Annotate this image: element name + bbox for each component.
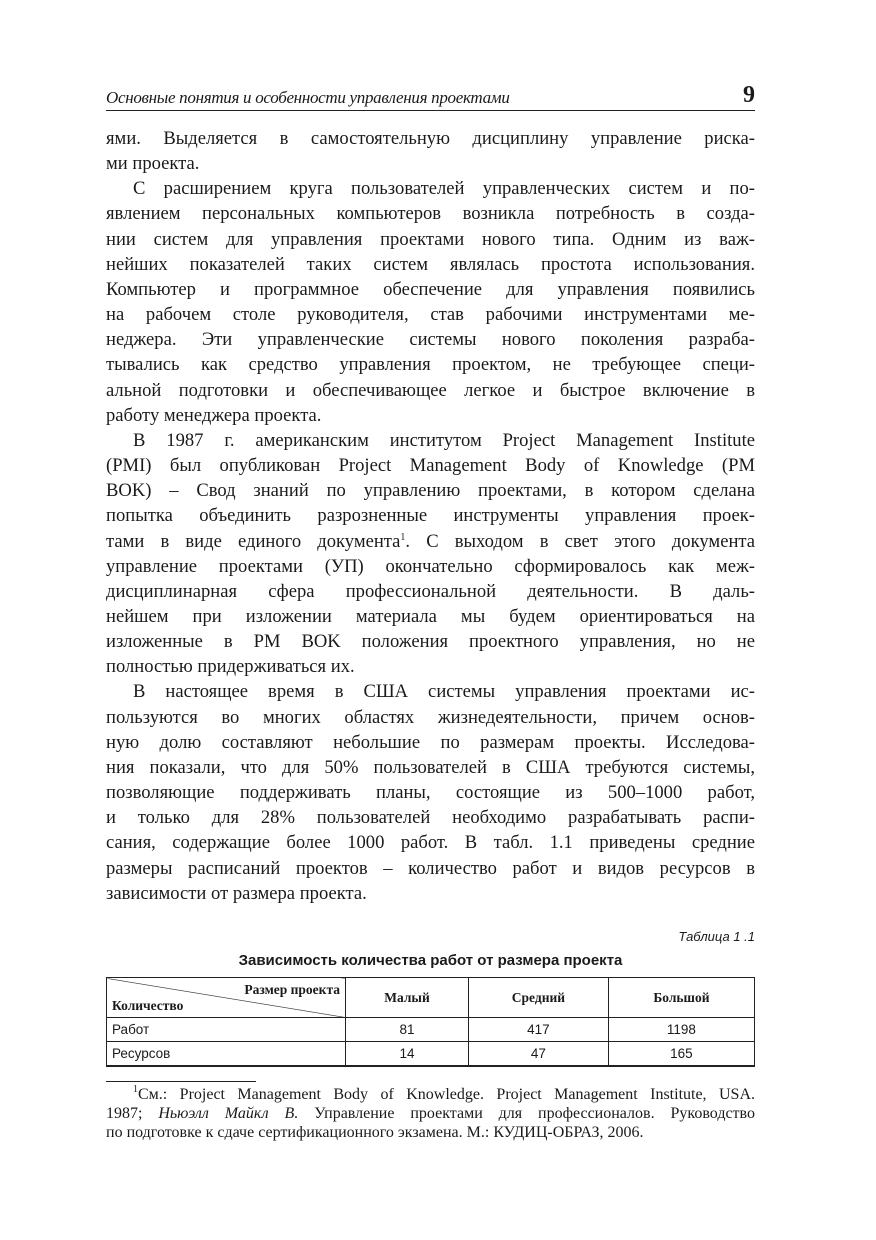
footnote-author: Ньюэлл Майкл В. [158,1105,299,1122]
footnote-reference[interactable]: 1 [400,531,406,543]
text-line: нии систем для управления проектами нового типа. Одним из важ- [106,228,755,250]
text-segment: тами в виде единого документа [106,530,401,552]
text-line: нейших показателей таких систем являлась простота использования. [106,253,755,275]
text-line: дисциплинарная сфера профессиональной деятельности. В даль- [106,580,755,602]
footnote-text: по подготовке к сдаче сертификационного экзамена. М.: КУДИЦ-ОБРАЗ, 2006. [106,1124,644,1141]
footnote-marker: 1 [133,1084,138,1095]
footnote-text: 1987; [106,1105,159,1122]
text-line: работу менеджера проекта. [106,404,322,426]
text-line: сания, содержащие более 1000 работ. В табл. 1.1 приведены средние [106,832,755,854]
text-line: С расширением круга пользователей управленческих систем и по- [133,178,755,200]
table-row [107,1042,755,1067]
table-cell: 417 [469,1018,609,1042]
table-cell: 81 [346,1018,469,1042]
text-line: тывались как средство управления проектом, не требующее специ- [106,354,755,376]
text-line: явлением персональных компьютеров возникла потребность в созда- [106,203,755,225]
text-line [106,529,755,554]
table-caption: Таблица 1 .1 [678,929,755,944]
text-line: и только для 28% пользователей необходимо разрабатывать распи- [106,807,755,829]
text-line: ми проекта. [106,153,200,175]
text-line: В настоящее время в США системы управления проектами ис- [133,681,755,703]
footnote-text: См.: Project Management Body of Knowledge. Project Management Institute, USA. [138,1086,755,1103]
footnote-line [106,1085,755,1104]
running-header [106,84,755,111]
text-line: (PMI) был опубликован Project Management Body of Knowledge (PM [106,455,755,477]
text-line: альной подготовки и обеспечивающее легкое и быстрое включение в [106,379,755,401]
column-header: Средний [469,978,609,1018]
footnote-divider [106,1081,256,1082]
text-line: изложенные в PM BOK положения проектного управления, но не [106,631,755,653]
text-line: Компьютер и программное обеспечение для управления появились [106,278,755,300]
text-line: пользуются во многих областях жизнедеятельности, причем основ- [106,706,755,728]
text-line: управление проектами (УП) окончательно сформировалось как меж- [106,555,755,577]
text-line: неджера. Эти управленческие системы нового поколения разраба- [106,329,755,351]
page-number: 9 [743,82,755,108]
row-label: Работ [107,1018,346,1042]
corner-cell [107,978,346,1018]
footnote-line [106,1123,755,1142]
text-line: на рабочем столе руководителя, став рабочими инструментами ме- [106,304,755,326]
column-header: Большой [608,978,754,1018]
text-line: нейшем при изложении материала мы будем ориентироваться на [106,605,755,627]
footnote [106,1085,755,1142]
text-line: ную долю составляют небольшие по размерам проекты. Исследова- [106,731,755,753]
table-title: Зависимость количества работ от размера проекта [238,952,623,969]
table-row [107,1018,755,1042]
footnote-text: Управление проектами для профессионалов. Руководство [298,1105,755,1122]
data-table [106,977,755,1067]
text-line: позволяющие поддерживать планы, состоящие из 500–1000 работ, [106,782,755,804]
text-line: BOK) – Свод знаний по управлению проектами, в котором сделана [106,480,755,502]
column-header: Малый [346,978,469,1018]
table-cell: 165 [608,1042,754,1067]
text-line: ями. Выделяется в самостоятельную дисциплину управление риска- [106,128,755,149]
text-line: В 1987 г. американским институтом Project Management Institute [133,429,755,451]
text-segment: . С выходом в свет этого документа [405,530,755,552]
footnote-line [106,1104,755,1123]
table-cell: 47 [469,1042,609,1067]
row-label: Ресурсов [107,1042,346,1067]
table-cell: 14 [346,1042,469,1067]
running-header-title: Основные понятия и особенности управления проектами [106,88,510,107]
table-header-row [107,978,755,1018]
text-line: полностью придерживаться их. [106,656,355,678]
text-line: ния показали, что для 50% пользователей в США требуются системы, [106,756,755,778]
table-cell: 1198 [608,1018,754,1042]
corner-bottom-label: Количество [112,998,184,1013]
corner-top-label: Размер проекта [244,982,340,997]
text-line: попытка объединить разрозненные инструменты управления проек- [106,505,755,527]
text-line: размеры расписаний проектов – количество работ и видов ресурсов в [106,857,755,879]
text-line: зависимости от размера проекта. [106,882,367,904]
body-text [106,126,755,906]
